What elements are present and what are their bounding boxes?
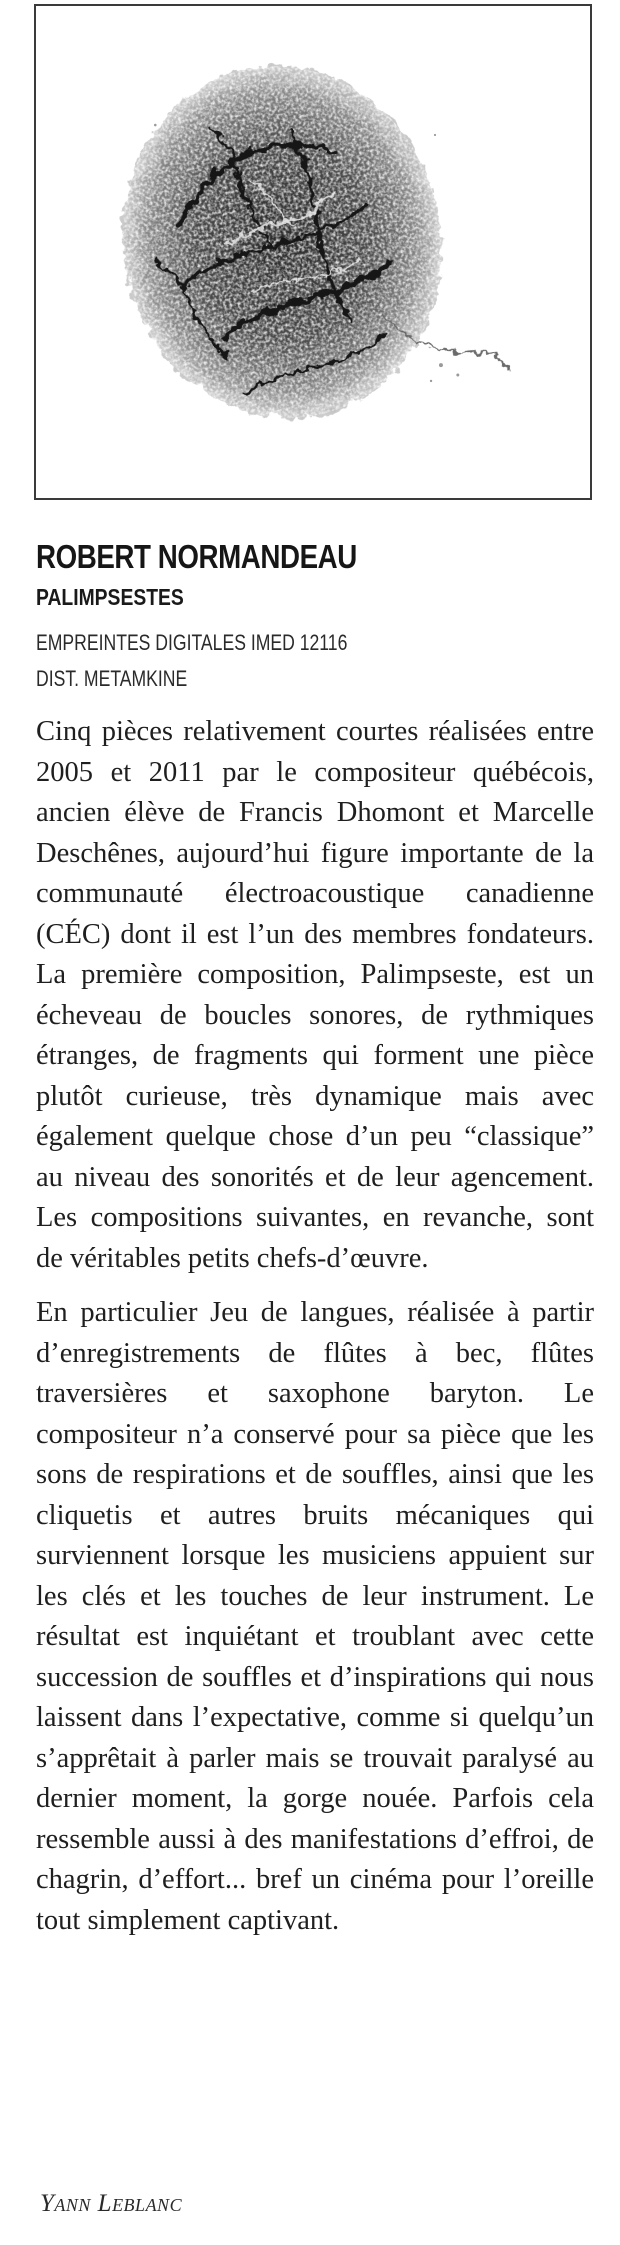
review-paragraph: Cinq pièces relativement courtes réalisées entre 2005 et 2011 par le compositeur québécois, ancien élève de Francis Dhomont et Marcelle Deschênes, aujourd’hui figure importante de la communauté électroacoustique canadienne (CÉC) dont il est l’un des membres fondateurs. La première composition, Palimpseste, est un écheveau de boucles sonores, de rythmiques étranges, de fragments qui forment une pièce plutôt curieuse, très dynamique mais avec également quelque chose d’un peu “classique” au niveau des sonorités et de leur agencement. Les compositions suivantes, en revanche, sont de véritables petits chefs-d’œuvre. [36,716,594,1274]
artist-name: ROBERT NORMANDEAU [36,538,357,575]
album-cover [34,4,592,500]
review-body [36,712,594,1941]
distributor: DIST. METAMKINE [36,666,188,691]
review-author: Yann Leblanc [40,2190,183,2217]
album-cover-artwork [36,6,590,498]
label-catalog: EMPREINTES DIGITALES IMED 12116 [36,630,348,655]
album-title: PALIMPSESTES [36,584,184,610]
orb-shape [90,29,510,448]
review-paragraph: En particulier Jeu de langues, réalisée à partir d’enregistrements de flûtes à bec, flûtes traversières et saxophone baryton. Le compositeur n’a conservé pour sa pièce que les sons de respirations et de souffles, ainsi que les cliquetis et autres bruits mécaniques qui surviennent lorsque les musiciens appuient sur les clés et les touches de leur instrument. Le résultat est inquiétant et troublant avec cette succession de souffles et d’inspirations qui nous laissent dans l’expectative, comme si quelqu’un s’apprêtait à parler mais se trouvait paralysé au dernier moment, la gorge nouée. Parfois cela ressemble aussi à des manifestations d’effroi, de chagrin, d’effort... bref un cinéma pour l’oreille tout simplement captivant. [36,1297,594,1936]
